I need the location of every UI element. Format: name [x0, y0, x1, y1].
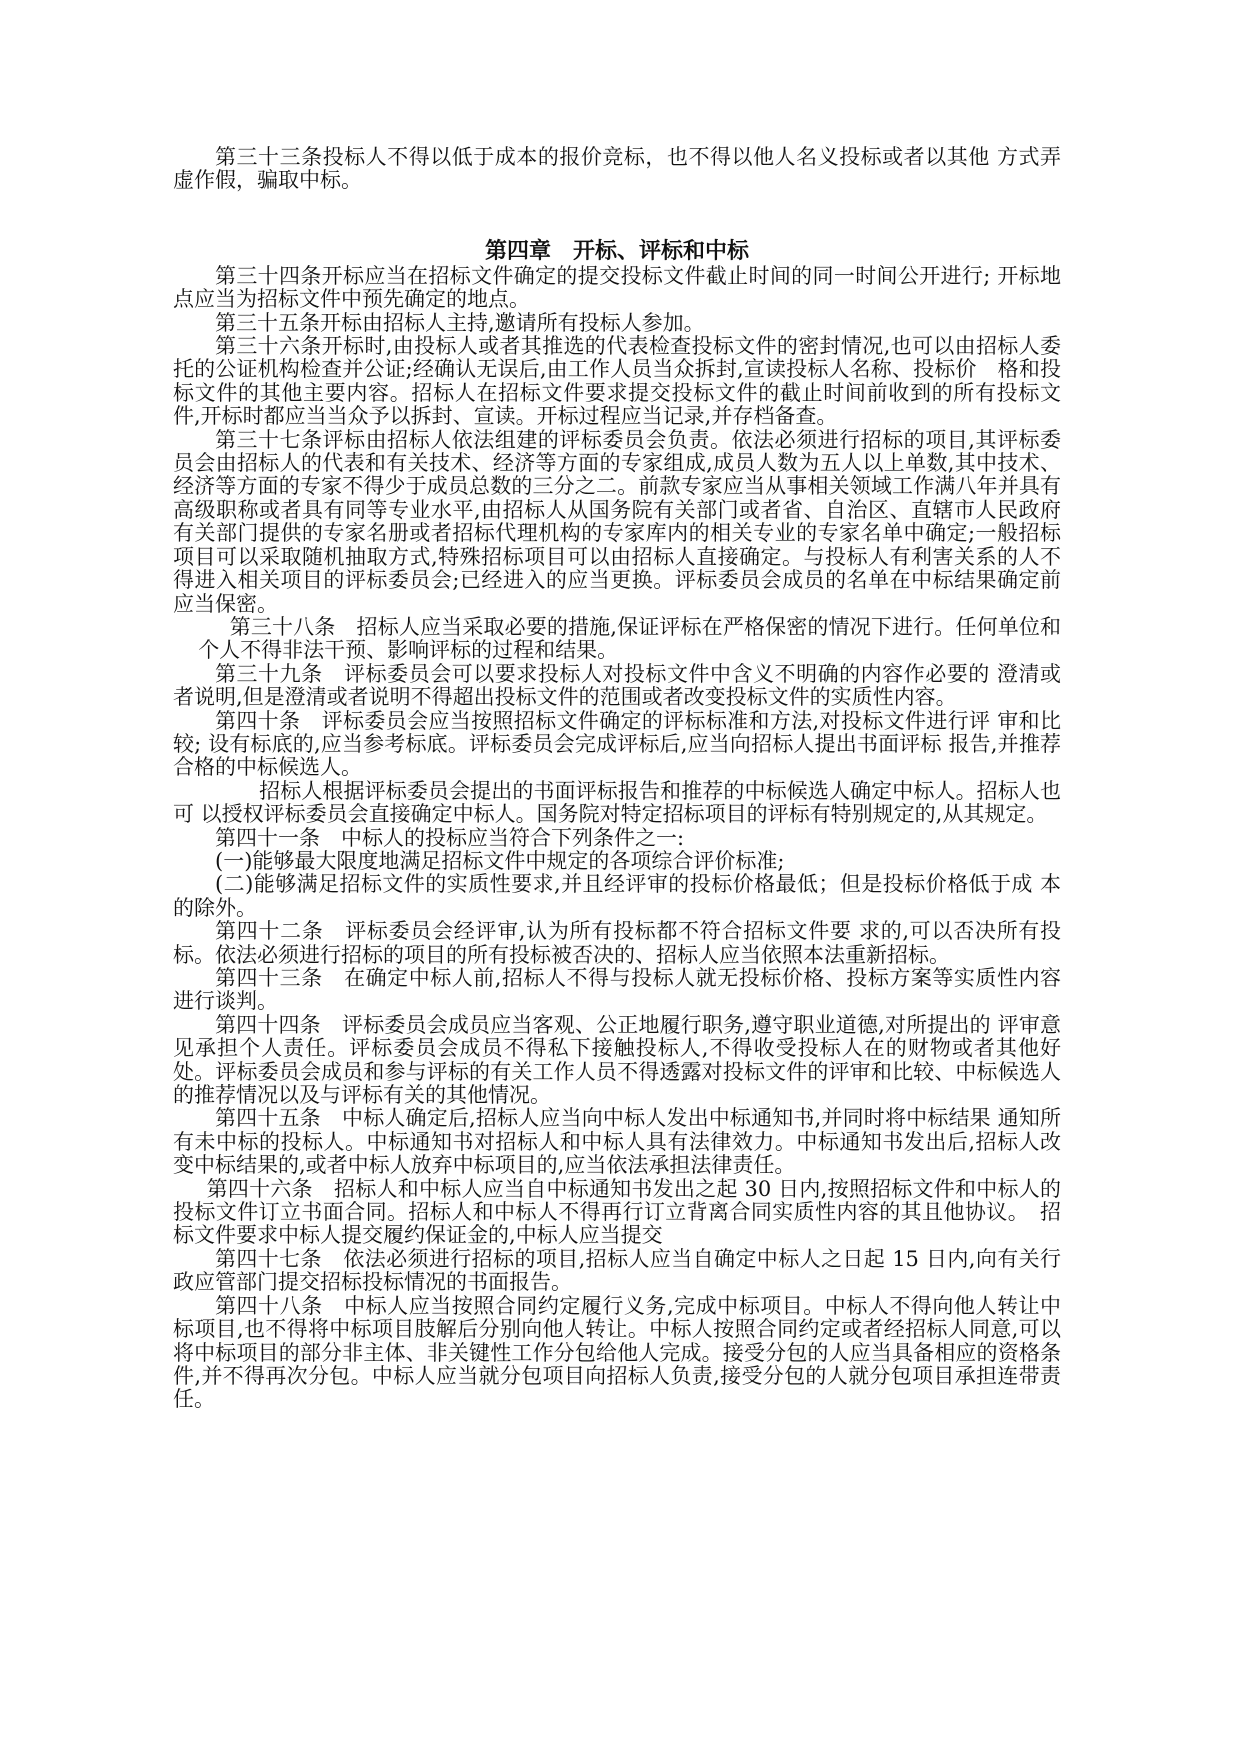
article-39: 第三十九条 评标委员会可以要求投标人对投标文件中含义不明确的内容作必要的 澄清或者说明,但是澄清或者说明不得超出投标文件的范围或者改变投标文件的实质性内容。 — [173, 661, 1061, 710]
document-page — [173, 146, 1061, 1706]
article-41: 第四十一条 中标人的投标应当符合下列条件之一: — [215, 825, 685, 850]
article-33: 第三十三条投标人不得以低于成本的报价竞标，也不得以他人名义投标或者以其他 方式弄虚作假，骗取中标。 — [173, 146, 1061, 193]
article-42: 第四十二条 评标委员会经评审,认为所有投标都不符合招标文件要 求的,可以否决所有投标。依法必须进行招标的项目的所有投标被否决的、招标人应当依照本法重新招标。 — [173, 919, 1061, 967]
article-46: 第四十六条 招标人和中标人应当自中标通知书发出之起 30 日内,按照招标文件和中标人的投标文件订立书面合同。招标人和中标人不得再行订立背离合同实质性内容的其且他协议。 招标文件要求中标人提交履约保证金的,中标人应当提交 — [173, 1176, 1061, 1248]
article-48: 第四十八条 中标人应当按照合同约定履行义务,完成中标项目。中标人不得向他人转让中标项目,也不得将中标项目肢解后分别向他人转让。中标人按照合同约定或者经招标人同意,可以将中标项目的部分非主体、非关键性工作分包给他人完成。接受分包的人应当具备相应的资格条件,并不得再次分包。中标人应当就分包项目向招标人负责,接受分包的人就分包项目承担连带责任。 — [173, 1293, 1061, 1412]
article-38: 第三十八条 招标人应当采取必要的措施,保证评标在严格保密的情况下进行。任何单位和个人不得非法干预、影响评标的过程和结果。 — [198, 614, 1061, 663]
article-43: 第四十三条 在确定中标人前,招标人不得与投标人就无投标价格、投标方案等实质性内容进行谈判。 — [173, 966, 1061, 1014]
article-35: 第三十五条开标由招标人主持,邀请所有投标人参加。 — [215, 310, 705, 335]
article-36: 第三十六条开标时,由投标人或者其推选的代表检查投标文件的密封情况,也可以由招标人委托的公证机构检查并公证;经确认无误后,由工作人员当众拆封,宣读投标人名称、投标价 格和投标文件的其他主要内容。招标人在招标文件要求提交投标文件的截止时间前收到的所有投标文件,开标时都应当当众予以拆封、宣读。开标过程应当记录,并存档备查。 — [173, 334, 1061, 429]
article-37: 第三十七条评标由招标人依法组建的评标委员会负责。依法必须进行招标的项目,其评标委员会由招标人的代表和有关技术、经济等方面的专家组成,成员人数为五人以上单数,其中技术、经济等方面的专家不得少于成员总数的三分之二。前款专家应当从事相关领域工作满八年并具有高级职称或者具有同等专业水平,由招标人从国务院有关部门或者省、自治区、直辖市人民政府有关部门提供的专家名册或者招标代理机构的专家库内的相关专业的专家名单中确定;一般招标项目可以采取随机抽取方式,特殊招标项目可以由招标人直接确定。与投标人有利害关系的人不得进入相关项目的评标委员会;已经进入的应当更换。评标委员会成员的名单在中标结果确定前应当保密。 — [173, 427, 1061, 616]
article-44: 第四十四条 评标委员会成员应当客观、公正地履行职务,遵守职业道德,对所提出的 评审意见承担个人责任。评标委员会成员不得私下接触投标人,不得收受投标人在的财物或者其他好处。评标委员会成员和参与评标的有关工作人员不得透露对投标文件的评审和比较、中标候选人的推荐情况以及与评标有关的其他情况。 — [173, 1012, 1061, 1108]
article-40-paragraph-2: 招标人根据评标委员会提出的书面评标报告和推荐的中标候选人确定中标人。招标人也可 以授权评标委员会直接确定中标人。国务院对特定招标项目的评标有特别规定的,从其规定。 — [173, 778, 1061, 827]
article-34: 第三十四条开标应当在招标文件确定的提交投标文件截止时间的同一时间公开进行; 开标地点应当为招标文件中预先确定的地点。 — [173, 263, 1061, 312]
article-40: 第四十条 评标委员会应当按照招标文件确定的评标标准和方法,对投标文件进行评 审和比较; 设有标底的,应当参考标底。评标委员会完成评标后,应当向招标人提出书面评标 报告,并推荐合格的中标候选人。 — [173, 708, 1061, 780]
article-41-item-2: (二)能够满足招标文件的实质性要求,并且经评审的投标价格最低；但是投标价格低于成 本的除外。 — [173, 872, 1061, 920]
chapter-title: 第四章 开标、评标和中标 — [484, 238, 749, 264]
article-45: 第四十五条 中标人确定后,招标人应当向中标人发出中标通知书,并同时将中标结果 通知所有未中标的投标人。中标通知书对招标人和中标人具有法律效力。中标通知书发出后,招标人改变中标结果的,或者中标人放弃中标项目的,应当依法承担法律责任。 — [173, 1106, 1061, 1178]
article-47: 第四十七条 依法必须进行招标的项目,招标人应当自确定中标人之日起 15 日内,向有关行政应管部门提交招标投标情况的书面报告。 — [173, 1246, 1061, 1295]
article-41-item-1: (一)能够最大限度地满足招标文件中规定的各项综合评价标准; — [215, 848, 785, 873]
